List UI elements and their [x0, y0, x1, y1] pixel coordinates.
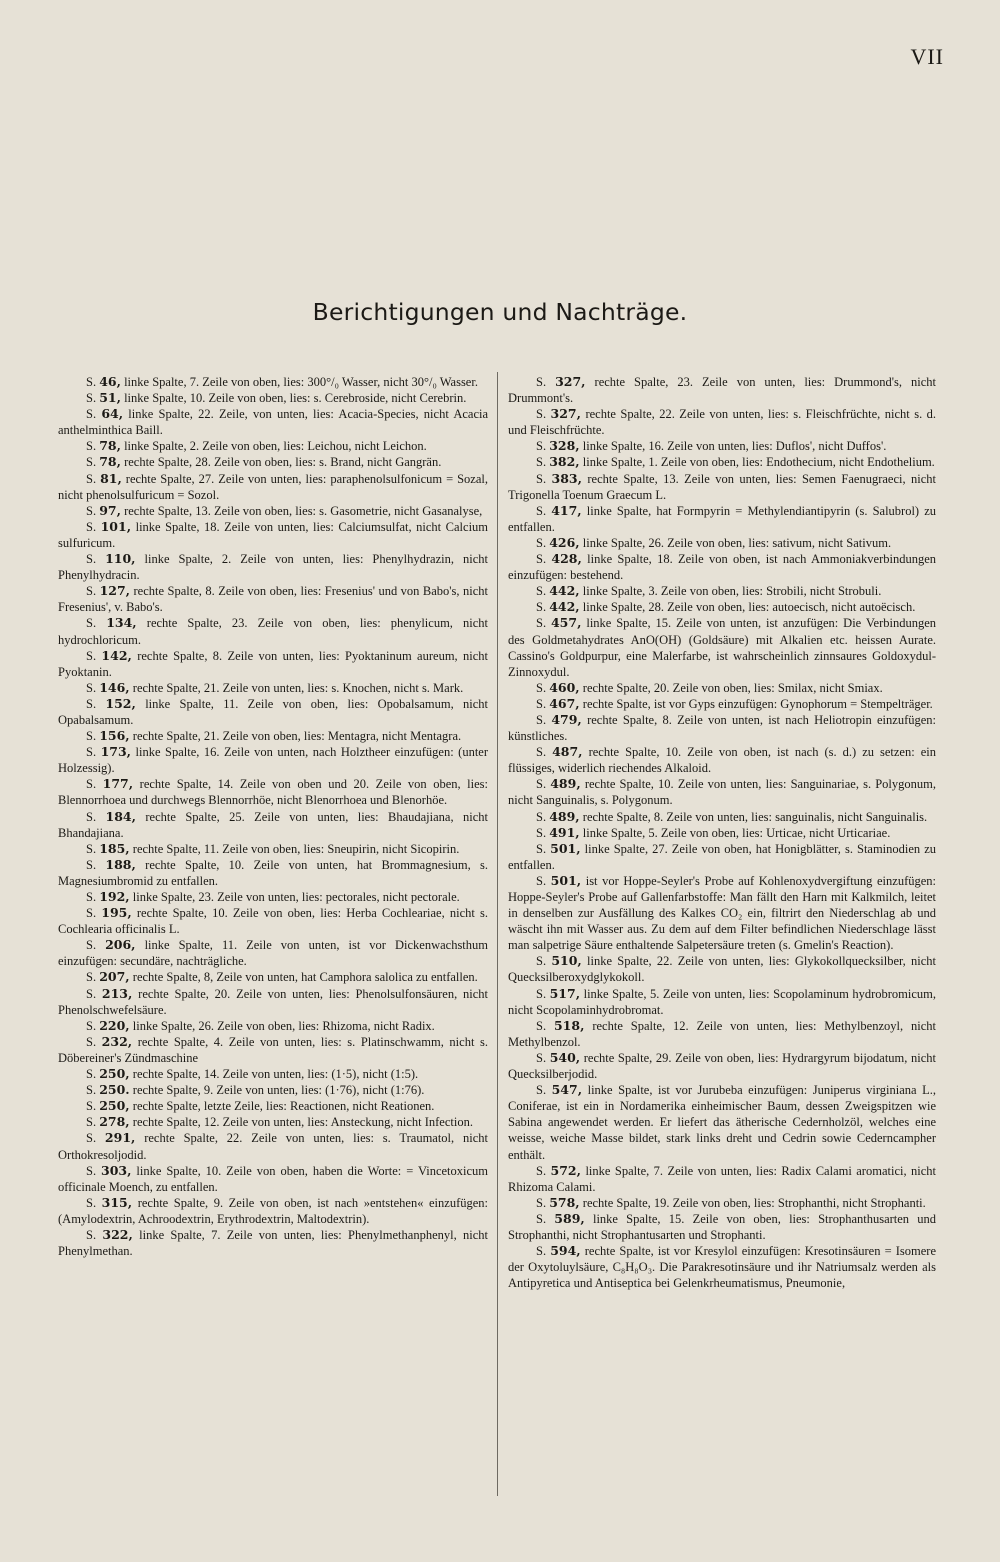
- page-reference: 547,: [551, 1082, 583, 1098]
- errata-entry: [58, 696, 488, 728]
- page-prefix: S.: [86, 1018, 100, 1033]
- errata-entry: [58, 937, 488, 969]
- errata-entry: [508, 776, 936, 808]
- page-prefix: S.: [536, 1018, 554, 1033]
- page-prefix: S.: [536, 503, 552, 518]
- correction-text: rechte Spalte, 8. Zeile von unten, lies: Pyoktaninum aureum, nicht Pyoktanin.: [58, 648, 488, 679]
- page-prefix: S.: [536, 616, 551, 631]
- errata-entry: [508, 680, 936, 696]
- page-reference: 489,: [550, 776, 581, 792]
- errata-entry: [58, 519, 488, 551]
- correction-text: rechte Spalte, 21. Zeile von unten, lies: s. Knochen, nicht s. Mark.: [132, 680, 464, 695]
- page-reference: 195,: [101, 905, 132, 921]
- correction-text: linke Spalte, 5. Zeile von unten, lies: Scopolaminum hydrobromicum, nicht Scopolaminhydrobromat.: [508, 986, 937, 1017]
- page-reference: 442,: [549, 583, 580, 599]
- page-prefix: S.: [536, 954, 552, 969]
- errata-entry: [58, 615, 488, 647]
- right-column: [508, 374, 936, 1291]
- page-prefix: S.: [86, 809, 106, 824]
- errata-entry: [58, 680, 488, 696]
- page-reference: 185,: [99, 840, 130, 856]
- correction-text: rechte Spalte, 23. Zeile von oben, lies: phenylicum, nicht hydrochloricum.: [58, 616, 489, 647]
- page-prefix: S.: [536, 535, 550, 550]
- errata-entry: [58, 889, 488, 905]
- page-reference: 250,: [99, 1066, 130, 1082]
- correction-text: linke Spalte, 2. Zeile von unten, lies: Phenylhydrazin, nicht Phenylhydracin.: [58, 552, 488, 583]
- errata-entry: [58, 905, 488, 937]
- errata-entry: [58, 454, 488, 470]
- correction-text: rechte Spalte, 27. Zeile von unten, lies: paraphenolsulfonicum = Sozal, nicht phenolsulfuricum = Sozol.: [58, 471, 489, 502]
- correction-text: rechte Spalte, 8. Zeile von unten, ist nach Heliotropin einzufügen: künstliches.: [508, 712, 937, 744]
- correction-text: rechte Spalte, 10. Zeile von oben, lies: Herba Cochleariae, nicht s. Cochlearia officinalis L.: [58, 906, 489, 937]
- page-prefix: S.: [86, 777, 103, 792]
- page-reference: 81,: [100, 470, 122, 486]
- page-prefix: S.: [86, 391, 100, 406]
- page-prefix: S.: [86, 455, 100, 470]
- correction-text: rechte Spalte, 29. Zeile von oben, lies: Hydrargyrum bijodatum, nicht Quecksilberjodid.: [508, 1050, 937, 1082]
- errata-entry: [508, 825, 936, 841]
- errata-entry: [58, 809, 488, 841]
- correction-text: linke Spalte, 11. Zeile von unten, ist vor Dickenwachsthum einzufügen: secundäre, nachträgliche.: [58, 938, 489, 969]
- correction-text: linke Spalte, 7. Zeile von unten, lies: Radix Calami aromatici, nicht Rhizoma Calami.: [508, 1163, 937, 1194]
- correction-text: linke Spalte, 15. Zeile von oben, lies: Strophanthusarten und Strophanthi, nicht Strophantusarten und Strophanti.: [508, 1211, 937, 1242]
- page-number: VII: [910, 44, 944, 69]
- page-reference: 578,: [549, 1194, 580, 1210]
- page-prefix: S.: [536, 986, 550, 1001]
- correction-text: linke Spalte, 16. Zeile von unten, lies: Duflos', nicht Duffos'.: [582, 439, 887, 454]
- correction-text: rechte Spalte, 12. Zeile von unten, lies: Methylbenzoyl, nicht Methylbenzol.: [508, 1018, 937, 1049]
- correction-text: rechte Spalte, 4. Zeile von unten, lies: s. Platinschwamm, nicht s. Döbereiner's Zündmaschine: [58, 1034, 488, 1065]
- errata-entry: [508, 1211, 936, 1243]
- page-reference: 46,: [99, 374, 121, 389]
- correction-text: rechte Spalte, letzte Zeile, lies: Reactionen, nicht Reationen.: [132, 1099, 435, 1114]
- errata-entry: [58, 406, 488, 438]
- page-reference: 110,: [105, 551, 136, 567]
- page-reference: 489,: [549, 808, 580, 824]
- page-reference: 327,: [555, 374, 586, 389]
- errata-entry: [508, 1082, 936, 1162]
- column-divider: [497, 372, 498, 1496]
- page-prefix: S.: [86, 584, 100, 599]
- errata-entry: [58, 744, 488, 776]
- page-reference: 64,: [101, 406, 124, 422]
- page-reference: 487,: [552, 744, 583, 760]
- correction-text: linke Spalte, 28. Zeile von oben, lies: autoecisch, nicht autoëcisch.: [582, 600, 916, 615]
- correction-text: linke Spalte, 23. Zeile von unten, lies: pectorales, nicht pectorale.: [132, 890, 460, 904]
- page-prefix: S.: [86, 938, 106, 953]
- errata-entry: [58, 471, 488, 503]
- page-prefix: S.: [86, 1115, 100, 1130]
- errata-entry: [58, 1130, 488, 1162]
- page-prefix: S.: [86, 1083, 100, 1098]
- correction-text: linke Spalte, 18. Zeile von oben, ist nach Ammoniakverbindungen einzufügen: bestehend.: [508, 552, 937, 583]
- correction-text: rechte Spalte, 20. Zeile von oben, lies: Smilax, nicht Smiax.: [582, 680, 883, 695]
- errata-entry: [508, 406, 936, 438]
- page-prefix: S.: [536, 1050, 550, 1065]
- page-prefix: S.: [86, 1099, 100, 1114]
- page-prefix: S.: [536, 696, 550, 711]
- correction-text: linke Spalte, 1. Zeile von oben, lies: Endothecium, nicht Endothelium.: [582, 455, 935, 470]
- page-reference: 322,: [102, 1226, 133, 1242]
- page-reference: 291,: [104, 1130, 136, 1146]
- page-reference: 250.: [99, 1082, 130, 1098]
- correction-text: linke Spalte, 7. Zeile von unten, lies: Phenylmethanphenyl, nicht Phenylmethan.: [58, 1227, 488, 1259]
- page-reference: 315,: [101, 1194, 133, 1210]
- correction-text: linke Spalte, 22. Zeile, von unten, lies: Acacia-Species, nicht Acacia anthelminthica Baill.: [58, 407, 489, 438]
- errata-entry: [58, 728, 488, 744]
- page-reference: 594,: [550, 1243, 581, 1259]
- page-reference: 479,: [551, 711, 582, 727]
- page-reference: 184,: [105, 808, 136, 824]
- errata-entry: [508, 551, 936, 583]
- errata-entry: [508, 615, 936, 679]
- errata-entry: [58, 1034, 488, 1066]
- page-reference: 213,: [101, 985, 133, 1001]
- page-prefix: S.: [86, 471, 101, 486]
- page-reference: 51,: [99, 390, 121, 406]
- page-reference: 426,: [549, 534, 580, 550]
- errata-entry: [58, 1195, 488, 1227]
- page-reference: 510,: [551, 953, 582, 969]
- errata-entry: [58, 1018, 488, 1034]
- page-prefix: S.: [536, 809, 550, 824]
- page-prefix: S.: [86, 1034, 102, 1049]
- page-reference: 97,: [99, 502, 121, 518]
- correction-text: linke Spalte, 18. Zeile von unten, lies: Calciumsulfat, nicht Calcium sulfuricum.: [58, 519, 489, 550]
- correction-text: rechte Spalte, 9. Zeile von unten, lies: (1·76), nicht (1:76).: [132, 1083, 425, 1098]
- page-reference: 442,: [549, 599, 580, 615]
- page-reference: 382,: [549, 454, 580, 470]
- errata-entry: [58, 374, 488, 390]
- correction-text: linke Spalte, 7. Zeile von oben, lies: 300°/₀ Wasser, nicht 30°/₀ Wasser.: [124, 375, 478, 389]
- page-reference: 134,: [106, 615, 137, 631]
- errata-entry: [508, 1163, 936, 1195]
- correction-text: rechte Spalte, 23. Zeile von unten, lies: Drummond's, nicht Drummont's.: [508, 375, 937, 406]
- page-prefix: S.: [536, 584, 550, 599]
- correction-text: rechte Spalte, 10. Zeile von unten, hat Brommagnesium, s. Magnesiumbromid zu entfallen.: [58, 857, 488, 888]
- correction-text: linke Spalte, hat Formpyrin = Methylendiantipyrin (s. Salubrol) zu entfallen.: [508, 503, 936, 534]
- errata-entry: [58, 1066, 488, 1082]
- left-column: [58, 374, 488, 1259]
- correction-text: rechte Spalte, 14. Zeile von unten, lies: (1·5), nicht (1:5).: [132, 1067, 419, 1082]
- page-reference: 220,: [99, 1017, 130, 1033]
- correction-text: linke Spalte, 22. Zeile von unten, lies: Glykokollquecksilber, nicht Quecksilberoxydglykokoll.: [508, 954, 937, 985]
- page-prefix: S.: [536, 439, 550, 454]
- correction-text: rechte Spalte, ist vor Gyps einzufügen: Gynophorum = Stempelträger.: [582, 696, 933, 711]
- errata-entry: [508, 696, 936, 712]
- page-prefix: S.: [536, 745, 553, 760]
- correction-text: rechte Spalte, 22. Zeile von unten, lies: s. Traumatol, nicht Orthokresoljodid.: [58, 1131, 488, 1162]
- page-prefix: S.: [536, 841, 551, 856]
- page-prefix: S.: [536, 407, 551, 422]
- page-prefix: S.: [536, 471, 552, 486]
- page-reference: 232,: [101, 1033, 133, 1049]
- page-prefix: S.: [86, 439, 100, 454]
- errata-entry: [508, 535, 936, 551]
- page-prefix: S.: [536, 552, 552, 567]
- page-prefix: S.: [86, 729, 100, 744]
- errata-entry: [58, 1114, 488, 1130]
- errata-entry: [58, 776, 488, 808]
- page-reference: 572,: [550, 1162, 581, 1178]
- errata-entry: [508, 1243, 936, 1291]
- errata-entry: [508, 953, 936, 985]
- correction-text: rechte Spalte, 8, Zeile von unten, hat Camphora salolica zu entfallen.: [132, 970, 478, 985]
- errata-entry: [508, 438, 936, 454]
- correction-text: linke Spalte, 15. Zeile von unten, ist anzufügen: Die Verbindungen des Goldmetahydrates AnO(OH) (Goldsäure) mit Alkalien etc. heissen Aurate. Cassino's Goldpurpur, eine Malerfarbe, ist wahrscheinlich zinnsaures Goldoxydul-Zinnoxydul.: [508, 616, 937, 679]
- errata-entry: [58, 1098, 488, 1114]
- correction-text: linke Spalte, 10. Zeile von oben, haben die Worte: = Vincetoxicum officinale Moench, zu entfallen.: [58, 1163, 489, 1194]
- page-prefix: S.: [536, 1083, 552, 1098]
- page-prefix: S.: [536, 680, 550, 695]
- page-reference: 207,: [99, 969, 130, 985]
- correction-text: rechte Spalte, 11. Zeile von oben, lies: Sneupirin, nicht Sicopirin.: [132, 841, 460, 856]
- page-reference: 206,: [105, 937, 136, 953]
- correction-text: linke Spalte, 5. Zeile von oben, lies: Urticae, nicht Urticariae.: [582, 825, 891, 840]
- errata-entry: [58, 503, 488, 519]
- errata-entry: [58, 390, 488, 406]
- correction-text: linke Spalte, 10. Zeile von oben, lies: s. Cerebroside, nicht Cerebrin.: [124, 391, 467, 406]
- page-reference: 250,: [99, 1098, 130, 1114]
- errata-entry: [508, 744, 936, 776]
- page-reference: 417,: [551, 502, 582, 518]
- page-reference: 127,: [99, 583, 131, 599]
- errata-entry: [508, 712, 936, 744]
- page-reference: 518,: [553, 1017, 585, 1033]
- page-prefix: S.: [86, 648, 102, 663]
- page-prefix: S.: [86, 1131, 105, 1146]
- errata-entry: [508, 599, 936, 615]
- page-prefix: S.: [86, 375, 100, 389]
- correction-text: rechte Spalte, 20. Zeile von unten, lies: Phenolsulfonsäuren, nicht Phenolschwefelsäure.: [58, 986, 488, 1017]
- page-prefix: S.: [86, 906, 102, 921]
- page-prefix: S.: [536, 1244, 551, 1259]
- page-prefix: S.: [86, 519, 101, 534]
- page-prefix: S.: [86, 1067, 100, 1082]
- page-prefix: S.: [536, 455, 550, 470]
- page-reference: 177,: [102, 776, 134, 792]
- page-prefix: S.: [536, 1163, 551, 1178]
- page-reference: 501,: [550, 872, 582, 888]
- errata-entry: [58, 841, 488, 857]
- errata-entry: [58, 1163, 488, 1195]
- page-reference: 142,: [101, 647, 132, 663]
- errata-entry: [58, 648, 488, 680]
- page-prefix: S.: [86, 890, 100, 904]
- page-reference: 491,: [549, 824, 580, 840]
- errata-entry: [508, 374, 936, 406]
- page-reference: 540,: [549, 1049, 581, 1065]
- errata-entry: [58, 583, 488, 615]
- page-prefix: S.: [86, 696, 106, 711]
- correction-text: rechte Spalte, 28. Zeile von oben, lies: s. Brand, nicht Gangrän.: [124, 455, 442, 470]
- page-prefix: S.: [86, 986, 102, 1001]
- page-prefix: S.: [536, 1195, 550, 1210]
- page-prefix: S.: [86, 745, 101, 760]
- page-prefix: S.: [86, 616, 107, 631]
- page-prefix: S.: [86, 552, 106, 567]
- page-reference: 173,: [100, 744, 132, 760]
- page-reference: 460,: [549, 679, 580, 695]
- page-reference: 501,: [550, 840, 581, 856]
- page-prefix: S.: [86, 680, 100, 695]
- page-prefix: S.: [86, 857, 106, 872]
- page-reference: 188,: [105, 856, 136, 872]
- correction-text: rechte Spalte, 14. Zeile von oben und 20. Zeile von oben, lies: Blennorrhoea und durchwegs Blennorrhöe, nicht Blenorrhoea und Blenorhöe.: [58, 777, 489, 808]
- page-reference: 327,: [550, 406, 581, 422]
- page-reference: 146,: [99, 679, 130, 695]
- page-reference: 192,: [99, 889, 130, 904]
- page-reference: 303,: [101, 1162, 132, 1178]
- errata-entry: [508, 873, 936, 953]
- errata-entry: [508, 1018, 936, 1050]
- page-title: Berichtigungen und Nachträge.: [312, 298, 688, 326]
- page-prefix: S.: [86, 503, 100, 518]
- page-reference: 428,: [551, 551, 582, 567]
- errata-entry: [58, 969, 488, 985]
- correction-text: linke Spalte, 26. Zeile von oben, lies: Rhizoma, nicht Radix.: [132, 1018, 435, 1033]
- correction-text: linke Spalte, 2. Zeile von oben, lies: Leichou, nicht Leichon.: [124, 439, 427, 454]
- page-prefix: S.: [536, 873, 551, 888]
- errata-entry: [508, 986, 936, 1018]
- page-reference: 152,: [105, 695, 136, 711]
- correction-text: linke Spalte, 16. Zeile von unten, nach Holztheer einzufügen: (unter Holzessig).: [58, 745, 489, 776]
- correction-text: rechte Spalte, 25. Zeile von unten, lies: Bhaudajiana, nicht Bhandajiana.: [58, 809, 488, 840]
- errata-entry: [58, 986, 488, 1018]
- correction-text: rechte Spalte, ist vor Kresylol einzufügen: Kresotinsäuren = Isomere der Oxytoluylsäure, C₈H₈O₃. Die Parakresotinsäure und ihr Natriumsalz werden als Antipyretica und Antiseptica bei Gelenkrheumatismus, Pneumonie,: [508, 1244, 937, 1291]
- page-reference: 156,: [99, 728, 130, 744]
- page-prefix: S.: [536, 777, 551, 792]
- correction-text: rechte Spalte, 8. Zeile von unten, lies: sanguinalis, nicht Sanguinalis.: [582, 809, 928, 824]
- errata-entry: [58, 1227, 488, 1259]
- errata-entry: [58, 438, 488, 454]
- errata-entry: [58, 551, 488, 583]
- correction-text: rechte Spalte, 8. Zeile von oben, lies: Fresenius' und von Babo's, nicht Fresenius', v. Babo's.: [58, 584, 489, 615]
- correction-text: linke Spalte, 11. Zeile von oben, lies: Opobalsamum, nicht Opabalsamum.: [58, 696, 489, 727]
- errata-entry: [508, 583, 936, 599]
- page-prefix: S.: [536, 825, 550, 840]
- page-reference: 383,: [551, 470, 582, 486]
- correction-text: rechte Spalte, 19. Zeile von oben, lies: Strophanthi, nicht Strophanti.: [582, 1195, 926, 1210]
- page-prefix: S.: [536, 375, 556, 389]
- page-reference: 278,: [99, 1114, 130, 1130]
- errata-entry: [508, 1195, 936, 1211]
- correction-text: ist vor Hoppe-Seyler's Probe auf Kohlenoxydvergiftung einzufügen: Hoppe-Seyler's Probe auf Gallenfarbstoffe: Man fällt den Harn mit Kalkmilch, leitet in denselben zur Ausfällung des Kalkes CO₂ ein, filtrirt den Niederschlag ab und wäscht ihn mit Wasser aus. Zu dem auf dem Filter befindlichen Niederschlage lässt man salpetrige Säure enthaltende Salpetersäure treten (s. Gmelin's Reaction).: [508, 873, 937, 953]
- page-reference: 328,: [549, 438, 580, 454]
- correction-text: rechte Spalte, 13. Zeile von unten, lies: Semen Faenugraeci, nicht Trigonella Toenum Graecum L.: [508, 471, 937, 502]
- page-prefix: S.: [86, 1227, 103, 1242]
- correction-text: rechte Spalte, 12. Zeile von unten, lies: Ansteckung, nicht Infection.: [132, 1115, 473, 1130]
- page-reference: 78,: [99, 454, 121, 470]
- correction-text: rechte Spalte, 10. Zeile von oben, ist nach (s. d.) zu setzen: ein flüssiges, widerlich riechendes Alkaloid.: [508, 745, 936, 776]
- page-prefix: S.: [86, 1195, 102, 1210]
- page-reference: 101,: [100, 518, 132, 534]
- correction-text: rechte Spalte, 21. Zeile von oben, lies: Mentagra, nicht Mentagra.: [132, 729, 462, 744]
- correction-text: rechte Spalte, 13. Zeile von oben, lies: s. Gasometrie, nicht Gasanalyse,: [124, 503, 483, 518]
- errata-entry: [58, 1082, 488, 1098]
- page-reference: 467,: [549, 695, 580, 711]
- page-prefix: S.: [536, 600, 550, 615]
- correction-text: rechte Spalte, 22. Zeile von unten, lies: s. Fleischfrüchte, nicht s. d. und Fleischfrüchte.: [508, 407, 937, 438]
- page-reference: 78,: [99, 438, 121, 454]
- correction-text: linke Spalte, ist vor Jurubeba einzufügen: Juniperus virginiana L., Coniferae, ist ein in Nordamerika einheimischer Baum, dessen Zweigspitzen wie Sabina angewendet werden. Er liefert das ätherische Cedernholzöl, welches eine weisse, weiche Masse bildet, stark links dreht und Cedrin sowie Cederncampher enthält.: [508, 1083, 937, 1162]
- errata-entry: [508, 1050, 936, 1082]
- page-prefix: S.: [86, 407, 102, 422]
- errata-entry: [508, 471, 936, 503]
- errata-entry: [508, 841, 936, 873]
- correction-text: linke Spalte, 26. Zeile von oben, lies: sativum, nicht Sativum.: [582, 535, 892, 550]
- errata-entry: [58, 857, 488, 889]
- page-prefix: S.: [86, 1163, 102, 1178]
- page-prefix: S.: [536, 1211, 555, 1226]
- errata-entry: [508, 454, 936, 470]
- page-prefix: S.: [86, 841, 100, 856]
- correction-text: linke Spalte, 3. Zeile von oben, lies: Strobili, nicht Strobuli.: [582, 584, 882, 599]
- page-prefix: S.: [86, 970, 100, 985]
- correction-text: rechte Spalte, 10. Zeile von unten, lies: Sanguinariae, s. Polygonum, nicht Sanguinalis, s. Polygonum.: [508, 777, 937, 808]
- page-reference: 457,: [550, 615, 582, 631]
- correction-text: linke Spalte, 27. Zeile von oben, hat Honigblätter, s. Staminodien zu entfallen.: [508, 841, 937, 872]
- errata-entry: [508, 809, 936, 825]
- page-prefix: S.: [536, 712, 552, 727]
- errata-entry: [508, 503, 936, 535]
- correction-text: rechte Spalte, 9. Zeile von oben, ist nach »entstehen« einzufügen: (Amylodextrin, Achroodextrin, Erythrodextrin, Maltodextrin).: [58, 1195, 489, 1226]
- page-reference: 517,: [549, 985, 581, 1001]
- page-reference: 589,: [554, 1210, 585, 1226]
